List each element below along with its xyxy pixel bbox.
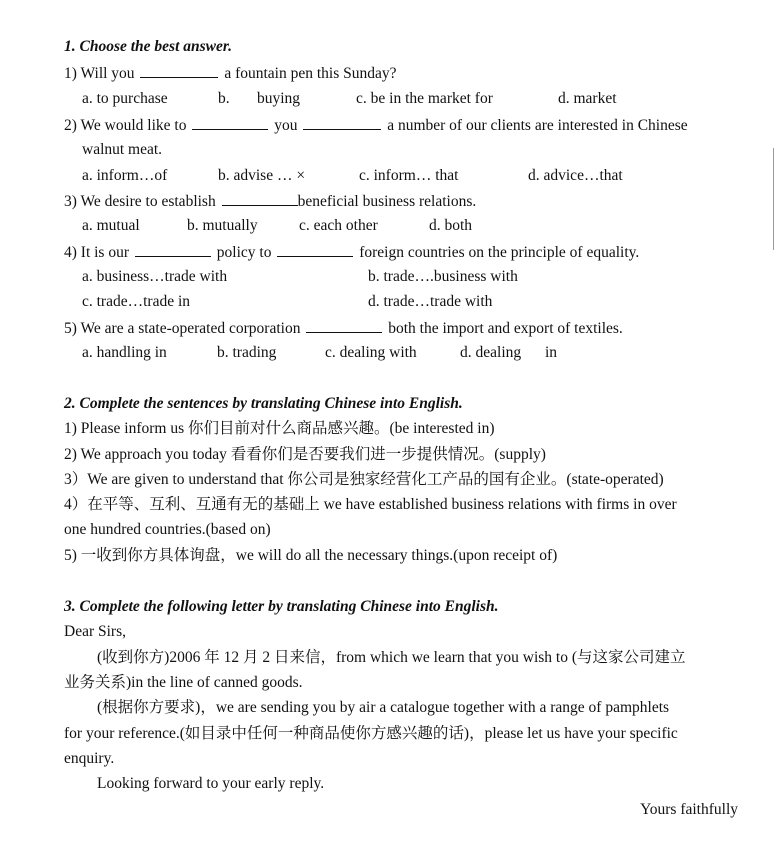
- q1-text-b: a fountain pen this Sunday?: [224, 65, 397, 82]
- letter-paragraph-2-line-1: (根据你方要求)，we are sending you by air a catalogue together with a range of pamphlets: [97, 699, 670, 716]
- q5-option-d-suffix: in: [545, 344, 558, 361]
- q4-option-c[interactable]: c. trade…trade in: [82, 293, 191, 310]
- q5-line: [64, 318, 623, 339]
- translate-sentence-3: 3）We are given to understand that 你公司是独家经营化工产品的国有企业。(state-operated): [64, 471, 664, 488]
- section3-heading: 3. Complete the following letter by translating Chinese into English.: [64, 598, 499, 615]
- q3-option-c[interactable]: c. each other: [299, 217, 378, 234]
- translate-sentence-4-line-2: one hundred countries.(based on): [64, 521, 271, 538]
- q5-option-d[interactable]: d. dealing: [460, 344, 522, 361]
- q2-option-a[interactable]: a. inform…of: [82, 167, 168, 184]
- q5-blank[interactable]: [306, 318, 382, 333]
- q1-option-d[interactable]: d. market: [558, 90, 617, 107]
- letter-closing-line: Looking forward to your early reply.: [97, 775, 325, 792]
- q1-blank[interactable]: [140, 63, 218, 78]
- q3-line: [64, 191, 476, 212]
- q2-line-2: walnut meat.: [82, 141, 163, 158]
- q5-text-a: 5) We are a state-operated corporation: [64, 320, 301, 337]
- translate-sentence-5: 5) 一收到你方具体询盘，we will do all the necessary things.(upon receipt of): [64, 547, 558, 564]
- q2-text-c: a number of our clients are interested in Chinese: [387, 117, 688, 134]
- q4-line: [64, 242, 639, 263]
- letter-signoff: Yours faithfully: [640, 801, 738, 818]
- letter-paragraph-1-line-2: 业务关系)in the line of canned goods.: [64, 674, 303, 691]
- q2-option-b[interactable]: b. advise … ×: [218, 167, 306, 184]
- q1-option-b-text: buying: [257, 90, 301, 107]
- q4-blank-2[interactable]: [277, 242, 353, 257]
- q5-option-b[interactable]: b. trading: [217, 344, 277, 361]
- translate-sentence-1: 1) Please inform us 你们目前对什么商品感兴趣。(be interested in): [64, 420, 495, 437]
- q2-text-a: 2) We would like to: [64, 117, 187, 134]
- q4-text-c: foreign countries on the principle of equality.: [359, 244, 640, 261]
- q4-option-b[interactable]: b. trade….business with: [368, 268, 518, 285]
- q1-line: [64, 63, 397, 84]
- q1-text-a: 1) Will you: [64, 65, 135, 82]
- q4-text-a: 4) It is our: [64, 244, 130, 261]
- letter-paragraph-2-line-3: enquiry.: [64, 750, 115, 767]
- q1-option-c[interactable]: c. be in the market for: [356, 90, 493, 107]
- q4-option-d[interactable]: d. trade…trade with: [368, 293, 493, 310]
- q2-blank-1[interactable]: [192, 115, 268, 130]
- q3-blank[interactable]: [222, 191, 298, 206]
- q2-option-c[interactable]: c. inform… that: [359, 167, 459, 184]
- q2-option-d[interactable]: d. advice…that: [528, 167, 623, 184]
- q3-text-b: beneficial business relations.: [297, 193, 477, 210]
- q4-text-b: policy to: [216, 244, 272, 261]
- letter-paragraph-1-line-1: (收到你方)2006 年 12 月 2 日来信，from which we learn that you wish to (与这家公司建立: [97, 649, 686, 666]
- q5-option-c[interactable]: c. dealing with: [325, 344, 417, 361]
- translate-sentence-4-line-1: 4）在平等、互利、互通有无的基础上 we have established business relations with firms in over: [64, 496, 677, 513]
- q3-option-d[interactable]: d. both: [429, 217, 473, 234]
- q5-option-a[interactable]: a. handling in: [82, 344, 167, 361]
- q2-line: [64, 115, 688, 136]
- q1-option-b[interactable]: b.: [218, 90, 230, 107]
- q4-option-a[interactable]: a. business…trade with: [82, 268, 228, 285]
- q2-blank-2[interactable]: [303, 115, 381, 130]
- q1-option-a[interactable]: a. to purchase: [82, 90, 168, 107]
- translate-sentence-2: 2) We approach you today 看看你们是否要我们进一步提供情况。(supply): [64, 446, 546, 463]
- letter-paragraph-2-line-2: for your reference.(如目录中任何一种商品使你方感兴趣的话)，please let us have your specific: [64, 725, 678, 742]
- q5-text-b: both the import and export of textiles.: [388, 320, 623, 337]
- q2-text-b: you: [274, 117, 298, 134]
- letter-salutation: Dear Sirs,: [64, 623, 126, 640]
- q3-option-a[interactable]: a. mutual: [82, 217, 140, 234]
- section2-heading: 2. Complete the sentences by translating Chinese into English.: [64, 395, 463, 412]
- q3-option-b[interactable]: b. mutually: [187, 217, 258, 234]
- page-edge-divider: [773, 148, 774, 250]
- q3-text-a: 3) We desire to establish: [64, 193, 216, 210]
- section1-heading: 1. Choose the best answer.: [64, 38, 232, 55]
- q4-blank-1[interactable]: [135, 242, 211, 257]
